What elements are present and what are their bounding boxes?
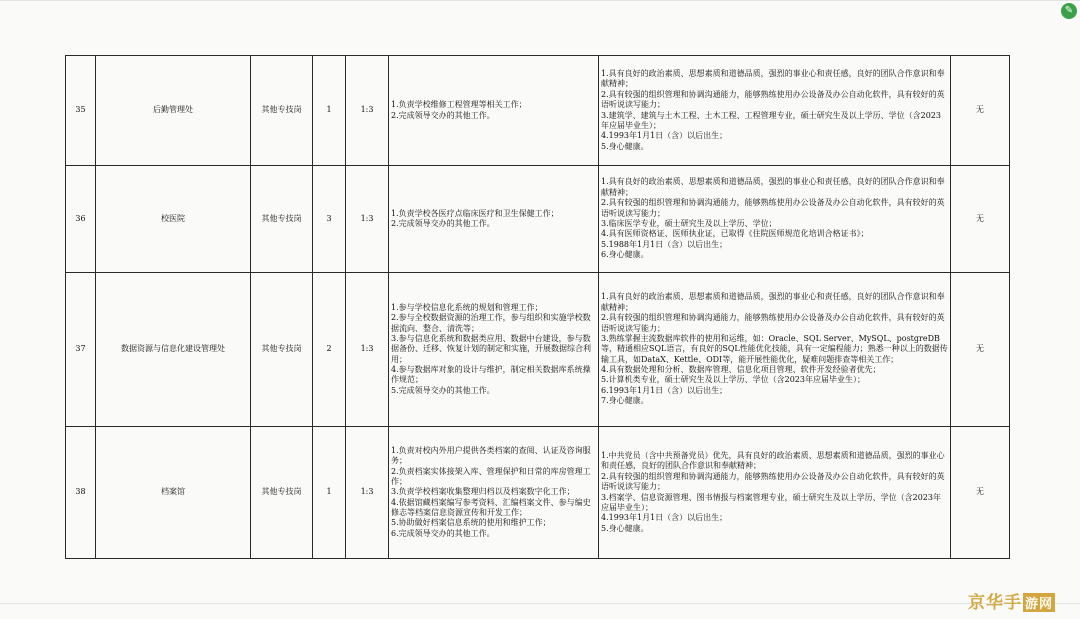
note: 无 bbox=[951, 166, 1010, 273]
duty-line: 2.参与全校数据资源的治理工作，参与组织和实施学校数据流向、整合、清洗等； bbox=[391, 313, 591, 333]
hire-count: 3 bbox=[313, 166, 346, 273]
requirement-line: 1.中共党员（含中共预备党员）优先，具有良好的政治素质、思想素质和道德品质，强烈的事业心和责任感，良好的团队合作意识和奉献精神； bbox=[601, 450, 945, 471]
requirement-line: 6.1993年1月1日（含）以后出生； bbox=[601, 385, 728, 395]
hire-count: 1 bbox=[313, 56, 346, 166]
page-top-edge bbox=[0, 0, 1080, 1]
ratio: 1:3 bbox=[346, 273, 389, 427]
requirements bbox=[599, 166, 951, 273]
note: 无 bbox=[951, 273, 1010, 427]
duty-line: 3.负责学校档案收集整理归档以及档案数字化工作； bbox=[391, 487, 575, 497]
row-number: 37 bbox=[66, 273, 96, 427]
requirement-line: 3.档案学、信息资源管理、图书情报与档案管理专业，硕士研究生及以上学历、学位（含2023年应届毕业生）； bbox=[601, 492, 941, 512]
requirement-line: 3.熟练掌握主流数据库软件的使用和运维，如：Oracle、SQL Server、MySQL、postgreDB等，精通相应SQL语言，有良好的SQL性能优化技能，具有一定编程能力；熟悉一种以上的数据传输工具，如DataX、Kettle、ODI等，能开展性能优化，疑难问题排查等相关工作； bbox=[601, 333, 948, 364]
site-watermark bbox=[968, 588, 1055, 613]
requirement-line: 2.具有较强的组织管理和协调沟通能力，能够熟练使用办公设备及办公自动化软件，具有较好的英语听说读写能力； bbox=[601, 471, 945, 492]
duty-line: 1.负责学校各医疗点临床医疗和卫生保健工作； bbox=[391, 208, 559, 218]
duties bbox=[389, 166, 599, 273]
requirements bbox=[599, 273, 951, 427]
requirement-line: 6.身心健康。 bbox=[601, 250, 649, 260]
requirement-line: 2.具有较强的组织管理和协调沟通能力，能够熟练使用办公设备及办公自动化软件，具有较好的英语听说读写能力； bbox=[601, 89, 945, 110]
duty-line: 1.负责对校内外用户提供各类档案的查阅、认证及咨询服务； bbox=[391, 445, 591, 466]
position-type: 其他专技岗 bbox=[251, 166, 313, 273]
recruitment-table bbox=[65, 55, 1010, 559]
watermark-box: 游网 bbox=[1023, 593, 1055, 612]
requirement-line: 5.身心健康。 bbox=[601, 141, 649, 151]
duty-line: 1.负责学校维修工程管理等相关工作； bbox=[391, 100, 527, 110]
requirement-line: 4.具有医师资格证、医师执业证，已取得《住院医师规范化培训合格证书》； bbox=[601, 229, 869, 239]
duties bbox=[389, 56, 599, 166]
duty-line: 1.参与学校信息化系统的规划和管理工作； bbox=[391, 302, 543, 312]
requirements bbox=[599, 427, 951, 559]
requirement-line: 5.身心健康。 bbox=[601, 523, 649, 533]
duty-line: 4.依据馆藏档案编写参考资料、汇编档案文件、参与编史修志等档案信息资源宣传和开发工作； bbox=[391, 497, 591, 518]
department: 档案馆 bbox=[96, 427, 251, 559]
requirement-line: 7.身心健康。 bbox=[601, 396, 649, 406]
ratio: 1:3 bbox=[346, 166, 389, 273]
note: 无 bbox=[951, 56, 1010, 166]
duty-line: 4.参与数据库对象的设计与维护，制定相关数据库系统操作规范； bbox=[391, 365, 591, 385]
table-row bbox=[66, 56, 1010, 166]
department: 数据资源与信息化建设管理处 bbox=[96, 273, 251, 427]
requirement-line: 3.建筑学、建筑与土木工程、土木工程、工程管理专业，硕士研究生及以上学历、学位（含2023年应届毕业生）； bbox=[601, 110, 941, 130]
requirement-line: 1.具有良好的政治素质、思想素质和道德品质，强烈的事业心和责任感，良好的团队合作意识和奉献精神； bbox=[601, 292, 945, 312]
department: 校医院 bbox=[96, 166, 251, 273]
requirement-line: 4.1993年1月1日（含）以后出生； bbox=[601, 131, 728, 141]
duty-line: 2.完成领导交办的其他工作。 bbox=[391, 110, 495, 120]
position-type: 其他专技岗 bbox=[251, 427, 313, 559]
requirement-line: 2.具有较强的组织管理和协调沟通能力，能够熟练使用办公设备及办公自动化软件，具有较好的英语听说读写能力； bbox=[601, 313, 945, 333]
table-row bbox=[66, 273, 1010, 427]
requirement-line: 3.临床医学专业，硕士研究生及以上学历、学位； bbox=[601, 219, 777, 228]
duty-line: 5.协助做好档案信息系统的使用和维护工作； bbox=[391, 518, 551, 528]
document-icon[interactable]: ✎ bbox=[1061, 3, 1077, 19]
ratio: 1:3 bbox=[346, 427, 389, 559]
duty-line: 2.完成领导交办的其他工作。 bbox=[391, 219, 495, 228]
row-number: 38 bbox=[66, 427, 96, 559]
duty-line: 6.完成领导交办的其他工作。 bbox=[391, 528, 495, 538]
position-type: 其他专技岗 bbox=[251, 56, 313, 166]
duty-line: 5.完成领导交办的其他工作。 bbox=[391, 385, 495, 395]
duty-line: 2.负责档案实体接架入库、管理保护和日常的库房管理工作； bbox=[391, 466, 591, 486]
duties bbox=[389, 427, 599, 559]
note: 无 bbox=[951, 427, 1010, 559]
ratio: 1:3 bbox=[346, 56, 389, 166]
table-row bbox=[66, 166, 1010, 273]
requirement-line: 5.计算机类专业，硕士研究生及以上学历、学位（含2023年应届毕业生）； bbox=[601, 375, 865, 385]
requirement-line: 4.1993年1月1日（含）以后出生； bbox=[601, 513, 728, 523]
requirement-line: 2.具有较强的组织管理和协调沟通能力，能够熟练使用办公设备及办公自动化软件，具有较好的英语听说读写能力； bbox=[601, 198, 945, 218]
requirement-line: 4.具有数据处理和分析、数据库管理、信息化项目管理、软件开发经验者优先； bbox=[601, 365, 881, 375]
page-bottom-edge bbox=[0, 603, 1080, 604]
requirement-line: 1.具有良好的政治素质、思想素质和道德品质，强烈的事业心和责任感，良好的团队合作意识和奉献精神； bbox=[601, 68, 945, 89]
duties bbox=[389, 273, 599, 427]
department: 后勤管理处 bbox=[96, 56, 251, 166]
requirement-line: 5.1988年1月1日（含）以后出生； bbox=[601, 239, 728, 249]
row-number: 35 bbox=[66, 56, 96, 166]
row-number: 36 bbox=[66, 166, 96, 273]
hire-count: 2 bbox=[313, 273, 346, 427]
table-row bbox=[66, 427, 1010, 559]
requirement-line: 1.具有良好的政治素质、思想素质和道德品质，强烈的事业心和责任感，良好的团队合作意识和奉献精神； bbox=[601, 177, 945, 197]
watermark-text: 京华手 bbox=[968, 593, 1022, 613]
duty-line: 3.参与信息化系统和数据类应用、数据中台建设，参与数据备份、迁移、恢复计划的制定和实施，开展数据综合利用； bbox=[391, 333, 591, 364]
requirements bbox=[599, 56, 951, 166]
position-type: 其他专技岗 bbox=[251, 273, 313, 427]
hire-count: 1 bbox=[313, 427, 346, 559]
